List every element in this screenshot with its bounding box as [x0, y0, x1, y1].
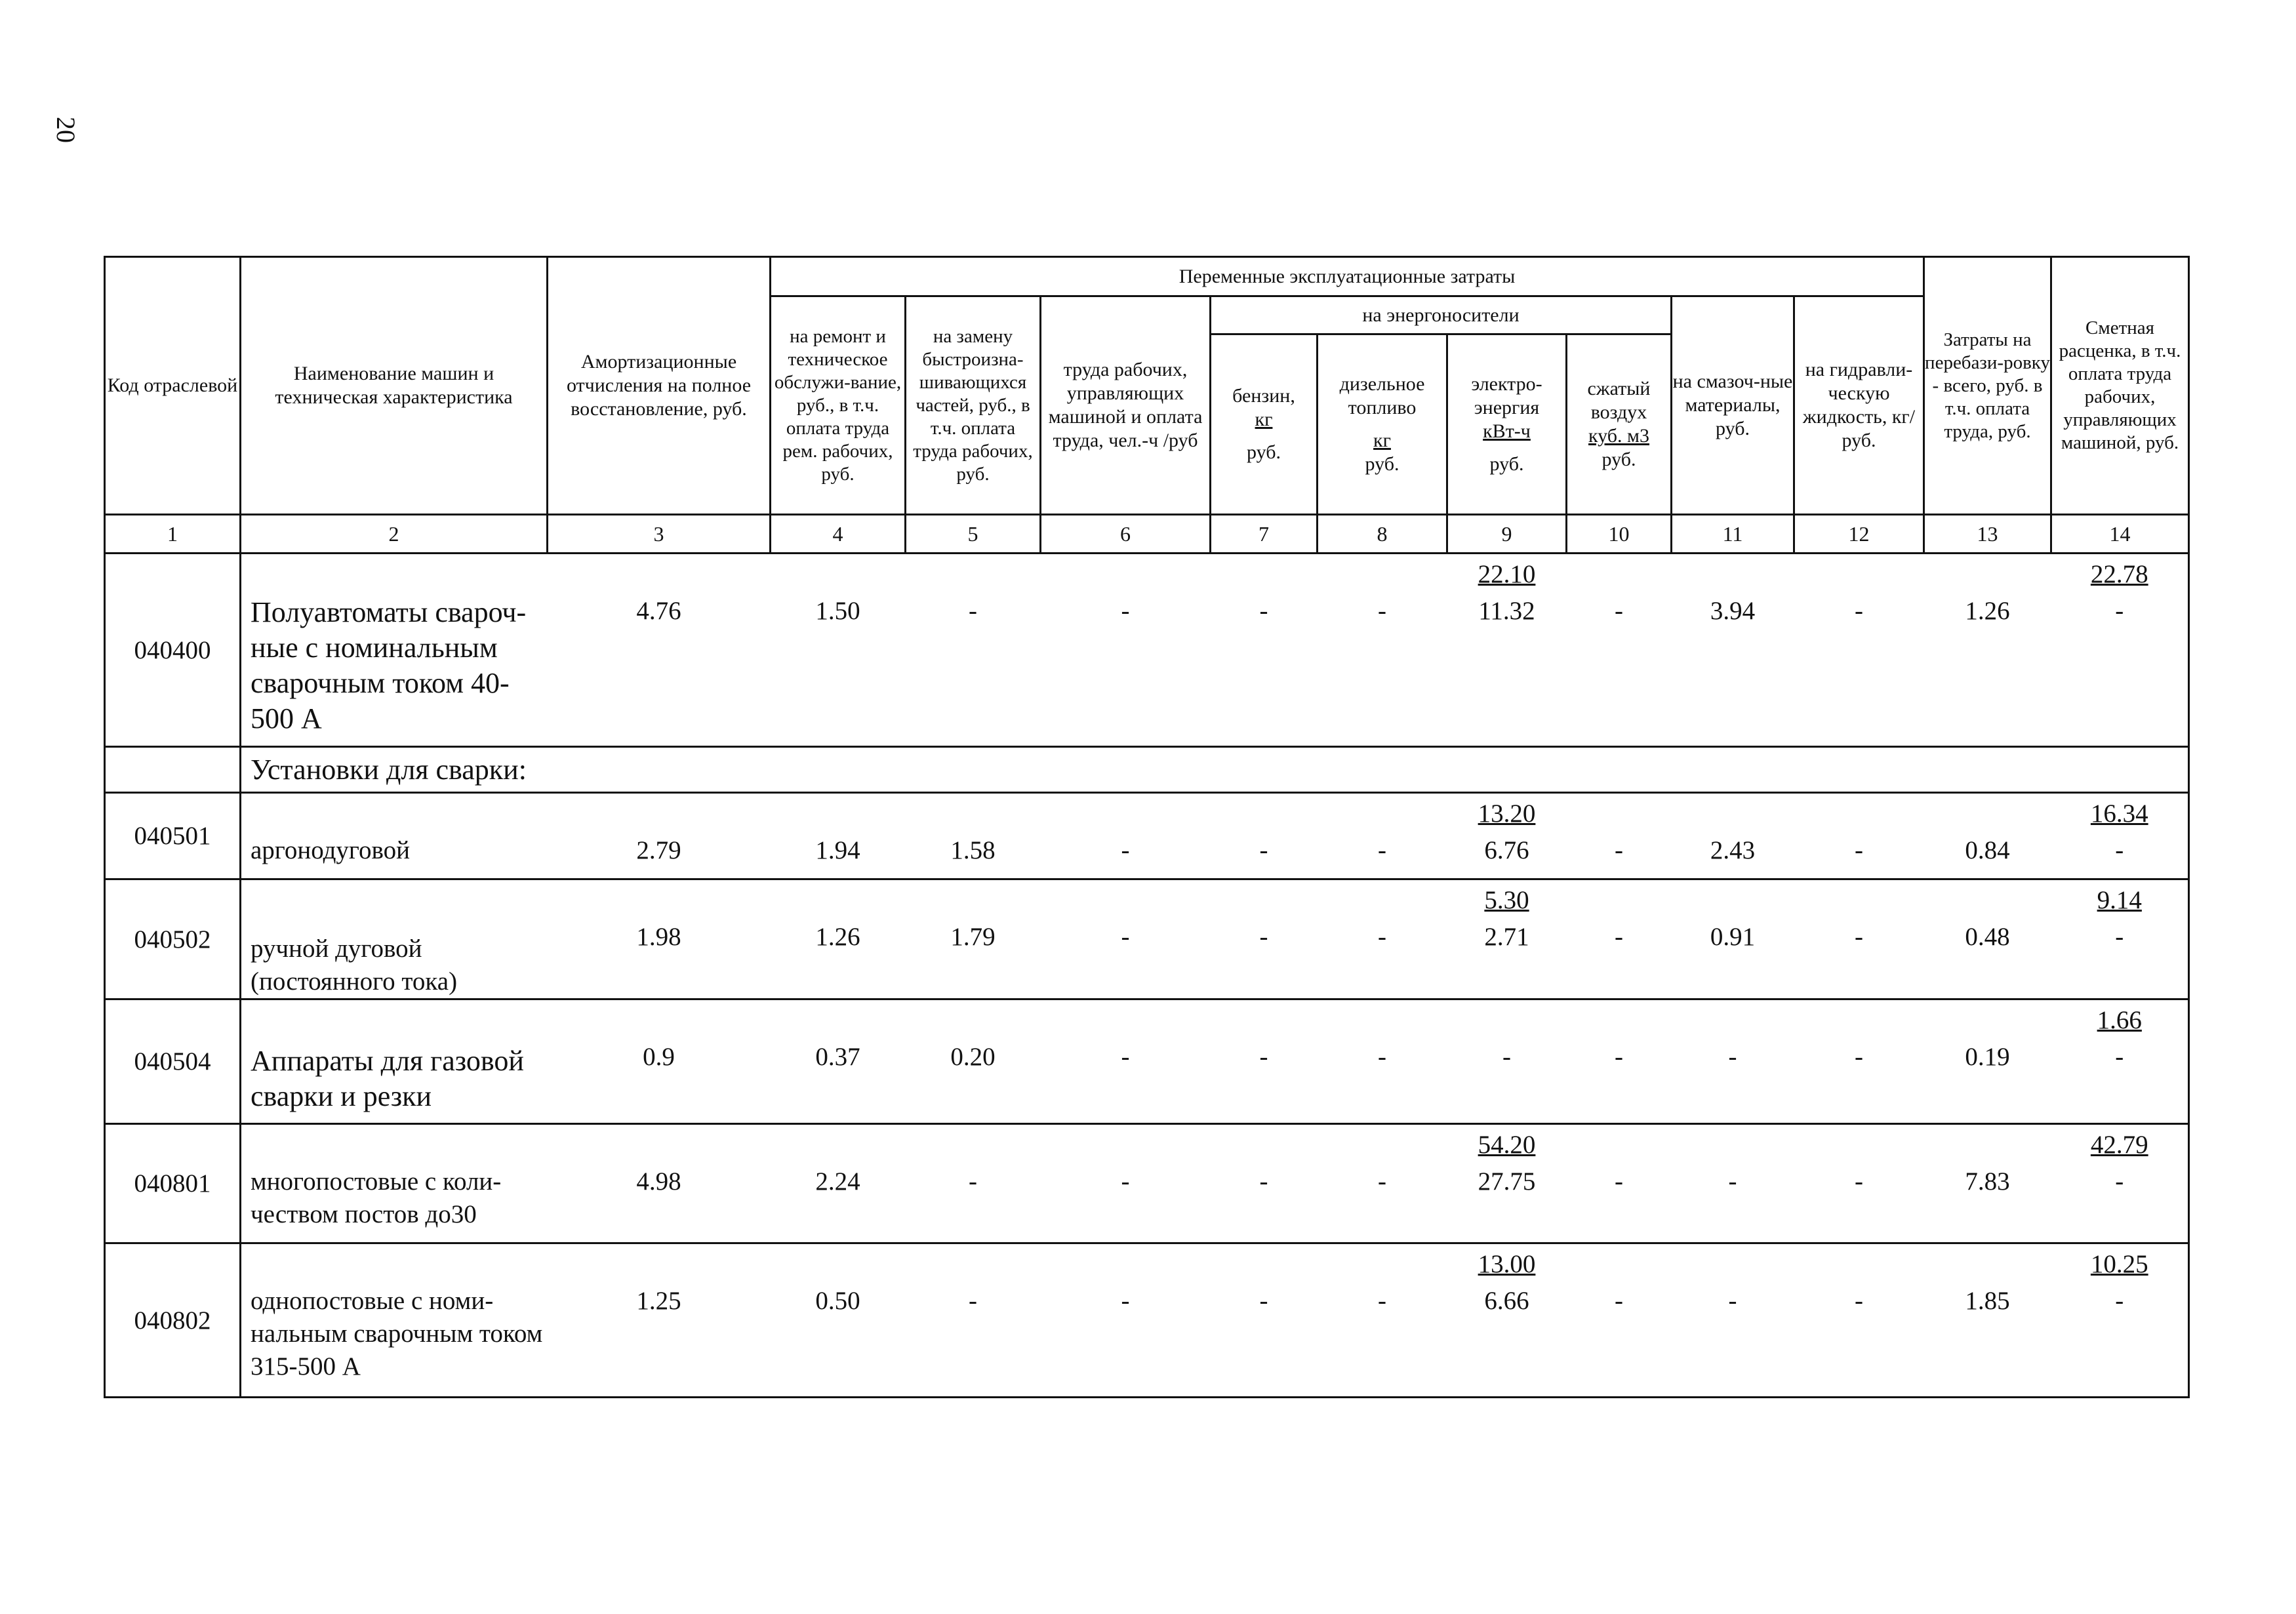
cell-relocation — [1924, 999, 2051, 1124]
electric-value: 6.66 — [1484, 1287, 1529, 1315]
row-name — [241, 999, 548, 1124]
electric-top-value: 13.00 — [1478, 1250, 1536, 1278]
header-variable-costs: Переменные эксплуатационные затраты — [771, 257, 1924, 296]
amort-value: 1.25 — [636, 1287, 681, 1315]
amort-value: 0.9 — [643, 1043, 675, 1071]
lube-value: - — [1728, 1287, 1737, 1315]
cell-hydraulic — [1794, 1124, 1924, 1243]
cell-estimate — [2051, 1243, 2189, 1398]
estimate-top-value: 10.25 — [2090, 1250, 2148, 1278]
electric-label: электро-энергия — [1471, 373, 1542, 418]
petrol-value: - — [1259, 923, 1268, 951]
electric-value: 2.71 — [1484, 923, 1529, 951]
row-name-text: Полуавтоматы свароч-ные с номинальным сварочным током 40-500 А — [251, 596, 527, 735]
labor-value: - — [1121, 597, 1130, 625]
cell-lube — [1672, 999, 1794, 1124]
header-code: Код отраслевой — [105, 257, 241, 515]
lube-value: 2.43 — [1710, 836, 1756, 864]
header-estimate: Сметная расценка, в т.ч. оплата труда рабочих, управляющих машиной, руб. — [2051, 257, 2189, 515]
estimate-value: - — [2115, 1043, 2124, 1071]
col-number: 14 — [2051, 515, 2189, 554]
diesel-label: дизельное топливо — [1339, 373, 1425, 418]
cell-estimate — [2051, 1124, 2189, 1243]
cell-amort — [548, 1124, 771, 1243]
repair-value: 1.26 — [815, 923, 860, 951]
cell-repair — [771, 793, 906, 879]
cell-labor — [1041, 1243, 1211, 1398]
lube-value: 3.94 — [1710, 597, 1756, 625]
hydraulic-value: - — [1855, 1043, 1863, 1071]
cell-hydraulic — [1794, 879, 1924, 999]
cell-labor — [1041, 793, 1211, 879]
estimate-value: - — [2115, 1287, 2124, 1315]
air-value: - — [1615, 923, 1623, 951]
labor-value: - — [1121, 836, 1130, 864]
cell-petrol — [1211, 554, 1318, 747]
cell-petrol — [1211, 1124, 1318, 1243]
header-repair: на ремонт и техническое обслужи-вание, руб., в т.ч. оплата труда рем. рабочих, руб. — [771, 296, 906, 515]
cell-replace — [906, 879, 1041, 999]
cell-replace — [906, 554, 1041, 747]
header-relocation: Затраты на перебази-ровку - всего, руб. в т.ч. оплата труда, руб. — [1924, 257, 2051, 515]
cell-diesel — [1318, 879, 1447, 999]
electric-value: 6.76 — [1484, 836, 1529, 864]
header-electric — [1447, 334, 1567, 515]
cell-labor — [1041, 554, 1211, 747]
cell-labor — [1041, 999, 1211, 1124]
row-code: 040501 — [105, 793, 241, 879]
cell-repair — [771, 1124, 906, 1243]
air-unit: куб. м3 — [1588, 425, 1649, 447]
cell-replace — [906, 793, 1041, 879]
cell-petrol — [1211, 793, 1318, 879]
cell-amort — [548, 879, 771, 999]
electric-top-value: 54.20 — [1478, 1131, 1536, 1159]
cell-amort — [548, 793, 771, 879]
cell-amort — [548, 554, 771, 747]
header-lube: на смазоч-ные материалы, руб. — [1672, 296, 1794, 515]
col-number: 9 — [1447, 515, 1567, 554]
replace-value: - — [969, 597, 977, 625]
labor-value: - — [1121, 1043, 1130, 1071]
cell-estimate — [2051, 879, 2189, 999]
air-unit-rub: руб. — [1601, 449, 1636, 470]
table-row — [105, 1243, 2189, 1398]
cell-replace — [906, 1243, 1041, 1398]
cell-electric — [1447, 554, 1567, 747]
table-row — [105, 999, 2189, 1124]
cell-air — [1567, 1124, 1672, 1243]
row-code: 040504 — [105, 999, 241, 1124]
cell-diesel — [1318, 554, 1447, 747]
air-value: - — [1615, 1287, 1623, 1315]
row-name-text: однопостовые с номи-нальным сварочным током 315-500 А — [251, 1287, 543, 1381]
cell-hydraulic — [1794, 1243, 1924, 1398]
petrol-unit: кг — [1255, 409, 1273, 430]
header-petrol — [1211, 334, 1318, 515]
relocation-value: 1.85 — [1965, 1287, 2010, 1315]
repair-value: 2.24 — [815, 1167, 860, 1196]
petrol-value: - — [1259, 1167, 1268, 1196]
cell-diesel — [1318, 1124, 1447, 1243]
cell-petrol — [1211, 999, 1318, 1124]
cell-relocation — [1924, 793, 2051, 879]
col-number: 1 — [105, 515, 241, 554]
labor-value: - — [1121, 1167, 1130, 1196]
hydraulic-value: - — [1855, 597, 1863, 625]
table-row — [105, 1124, 2189, 1243]
hydraulic-value: - — [1855, 836, 1863, 864]
petrol-value: - — [1259, 597, 1268, 625]
air-value: - — [1615, 1043, 1623, 1071]
header-energy: на энергоносители — [1211, 296, 1672, 334]
hydraulic-value: - — [1855, 1167, 1863, 1196]
replace-value: 1.79 — [950, 923, 996, 951]
petrol-unit-rub: руб. — [1247, 441, 1281, 463]
estimate-top-value: 1.66 — [2097, 1006, 2142, 1034]
diesel-value: - — [1378, 1287, 1386, 1315]
header-replace: на замену быстроизна-шивающихся частей, руб., в т.ч. оплата труда рабочих, руб. — [906, 296, 1041, 515]
amort-value: 4.98 — [636, 1167, 681, 1196]
table-row — [105, 554, 2189, 747]
relocation-value: 7.83 — [1965, 1167, 2010, 1196]
cell-petrol — [1211, 879, 1318, 999]
cell-labor — [1041, 1124, 1211, 1243]
cell-estimate — [2051, 999, 2189, 1124]
air-value: - — [1615, 597, 1623, 625]
section-row — [105, 747, 2189, 793]
estimate-value: - — [2115, 1167, 2124, 1196]
estimate-top-value: 16.34 — [2090, 799, 2148, 828]
diesel-unit-rub: руб. — [1365, 453, 1400, 475]
estimate-top-value: 22.78 — [2090, 560, 2148, 588]
header-amort: Амортизационные отчисления на полное восстановление, руб. — [548, 257, 771, 515]
petrol-value: - — [1259, 836, 1268, 864]
estimate-value: - — [2115, 836, 2124, 864]
cell-electric — [1447, 1243, 1567, 1398]
header-diesel — [1318, 334, 1447, 515]
air-value: - — [1615, 836, 1623, 864]
row-name-text: ручной дуговой (постоянного тока) — [251, 935, 458, 996]
machine-rates-table — [104, 256, 2190, 1398]
electric-unit-rub: руб. — [1489, 453, 1524, 475]
replace-value: 0.20 — [950, 1043, 996, 1071]
col-number: 11 — [1672, 515, 1794, 554]
cell-electric — [1447, 793, 1567, 879]
row-name-text: многопостовые с коли-чеством постов до30 — [251, 1167, 502, 1228]
cell-petrol — [1211, 1243, 1318, 1398]
electric-value: 27.75 — [1478, 1167, 1536, 1196]
lube-value: 0.91 — [1710, 923, 1756, 951]
cell-hydraulic — [1794, 793, 1924, 879]
col-number: 6 — [1041, 515, 1211, 554]
header-hydraulic: на гидравли-ческую жидкость, кг/руб. — [1794, 296, 1924, 515]
cell-lube — [1672, 793, 1794, 879]
hydraulic-value: - — [1855, 923, 1863, 951]
cell-electric — [1447, 1124, 1567, 1243]
section-title: Установки для сварки: — [241, 747, 2051, 793]
cell-amort — [548, 999, 771, 1124]
repair-value: 0.50 — [815, 1287, 860, 1315]
electric-unit: кВт-ч — [1483, 420, 1531, 442]
repair-value: 0.37 — [815, 1043, 860, 1071]
col-number: 5 — [906, 515, 1041, 554]
petrol-value: - — [1259, 1287, 1268, 1315]
electric-value: - — [1502, 1043, 1511, 1071]
diesel-value: - — [1378, 1167, 1386, 1196]
diesel-unit: кг — [1373, 430, 1391, 451]
estimate-value: - — [2115, 923, 2124, 951]
row-name-text: Аппараты для газовой сварки и резки — [251, 1045, 524, 1112]
row-name-text: аргонодуговой — [251, 836, 410, 864]
cell-hydraulic — [1794, 999, 1924, 1124]
row-code: 040802 — [105, 1243, 241, 1398]
row-name — [241, 793, 548, 879]
air-label: сжатый воздух — [1587, 378, 1651, 423]
col-number: 3 — [548, 515, 771, 554]
electric-top-value: 22.10 — [1478, 560, 1536, 588]
replace-value: - — [969, 1287, 977, 1315]
row-name — [241, 879, 548, 999]
repair-value: 1.94 — [815, 836, 860, 864]
col-number: 10 — [1567, 515, 1672, 554]
cell-estimate — [2051, 793, 2189, 879]
diesel-value: - — [1378, 597, 1386, 625]
cell-air — [1567, 1243, 1672, 1398]
col-number: 4 — [771, 515, 906, 554]
electric-top-value: 13.20 — [1478, 799, 1536, 828]
col-number: 7 — [1211, 515, 1318, 554]
estimate-value: - — [2115, 597, 2124, 625]
replace-value: - — [969, 1167, 977, 1196]
header-name: Наименование машин и техническая характеристика — [241, 257, 548, 515]
air-value: - — [1615, 1167, 1623, 1196]
row-name — [241, 1124, 548, 1243]
cell-lube — [1672, 1124, 1794, 1243]
repair-value: 1.50 — [815, 597, 860, 625]
table-row — [105, 879, 2189, 999]
cell-electric — [1447, 999, 1567, 1124]
lube-value: - — [1728, 1043, 1737, 1071]
labor-value: - — [1121, 923, 1130, 951]
cell-replace — [906, 1124, 1041, 1243]
row-code: 040801 — [105, 1124, 241, 1243]
cell-lube — [1672, 554, 1794, 747]
cell-relocation — [1924, 554, 2051, 747]
cell-diesel — [1318, 999, 1447, 1124]
petrol-label: бензин, — [1232, 385, 1295, 407]
relocation-value: 0.48 — [1965, 923, 2010, 951]
labor-value: - — [1121, 1287, 1130, 1315]
relocation-value: 0.84 — [1965, 836, 2010, 864]
header-labor: труда рабочих, управляющих машиной и оплата труда, чел.-ч /руб — [1041, 296, 1211, 515]
cell-air — [1567, 793, 1672, 879]
electric-value: 11.32 — [1478, 597, 1535, 625]
cell-repair — [771, 879, 906, 999]
cell-repair — [771, 554, 906, 747]
cell-hydraulic — [1794, 554, 1924, 747]
diesel-value: - — [1378, 836, 1386, 864]
petrol-value: - — [1259, 1043, 1268, 1071]
diesel-value: - — [1378, 923, 1386, 951]
amort-value: 4.76 — [636, 597, 681, 625]
estimate-top-value: 42.79 — [2090, 1131, 2148, 1159]
cell-replace — [906, 999, 1041, 1124]
amort-value: 2.79 — [636, 836, 681, 864]
row-name — [241, 554, 548, 747]
cell-lube — [1672, 1243, 1794, 1398]
page-number: 20 — [51, 117, 81, 143]
cell-relocation — [1924, 879, 2051, 999]
col-number: 13 — [1924, 515, 2051, 554]
cell-labor — [1041, 879, 1211, 999]
electric-top-value: 5.30 — [1484, 886, 1529, 914]
estimate-top-value: 9.14 — [2097, 886, 2142, 914]
cell-diesel — [1318, 1243, 1447, 1398]
header-air — [1567, 334, 1672, 515]
relocation-value: 1.26 — [1965, 597, 2010, 625]
replace-value: 1.58 — [950, 836, 996, 864]
table-row — [105, 793, 2189, 879]
cell-air — [1567, 879, 1672, 999]
row-name — [241, 1243, 548, 1398]
cell-amort — [548, 1243, 771, 1398]
row-code: 040502 — [105, 879, 241, 999]
relocation-value: 0.19 — [1965, 1043, 2010, 1071]
cell-diesel — [1318, 793, 1447, 879]
cell-air — [1567, 554, 1672, 747]
cell-relocation — [1924, 1243, 2051, 1398]
col-number: 8 — [1318, 515, 1447, 554]
col-number: 12 — [1794, 515, 1924, 554]
cell-lube — [1672, 879, 1794, 999]
diesel-value: - — [1378, 1043, 1386, 1071]
hydraulic-value: - — [1855, 1287, 1863, 1315]
cell-repair — [771, 999, 906, 1124]
cell-estimate — [2051, 554, 2189, 747]
cell-air — [1567, 999, 1672, 1124]
row-code: 040400 — [105, 554, 241, 747]
amort-value: 1.98 — [636, 923, 681, 951]
lube-value: - — [1728, 1167, 1737, 1196]
col-number: 2 — [241, 515, 548, 554]
cell-repair — [771, 1243, 906, 1398]
cell-electric — [1447, 879, 1567, 999]
cell-relocation — [1924, 1124, 2051, 1243]
